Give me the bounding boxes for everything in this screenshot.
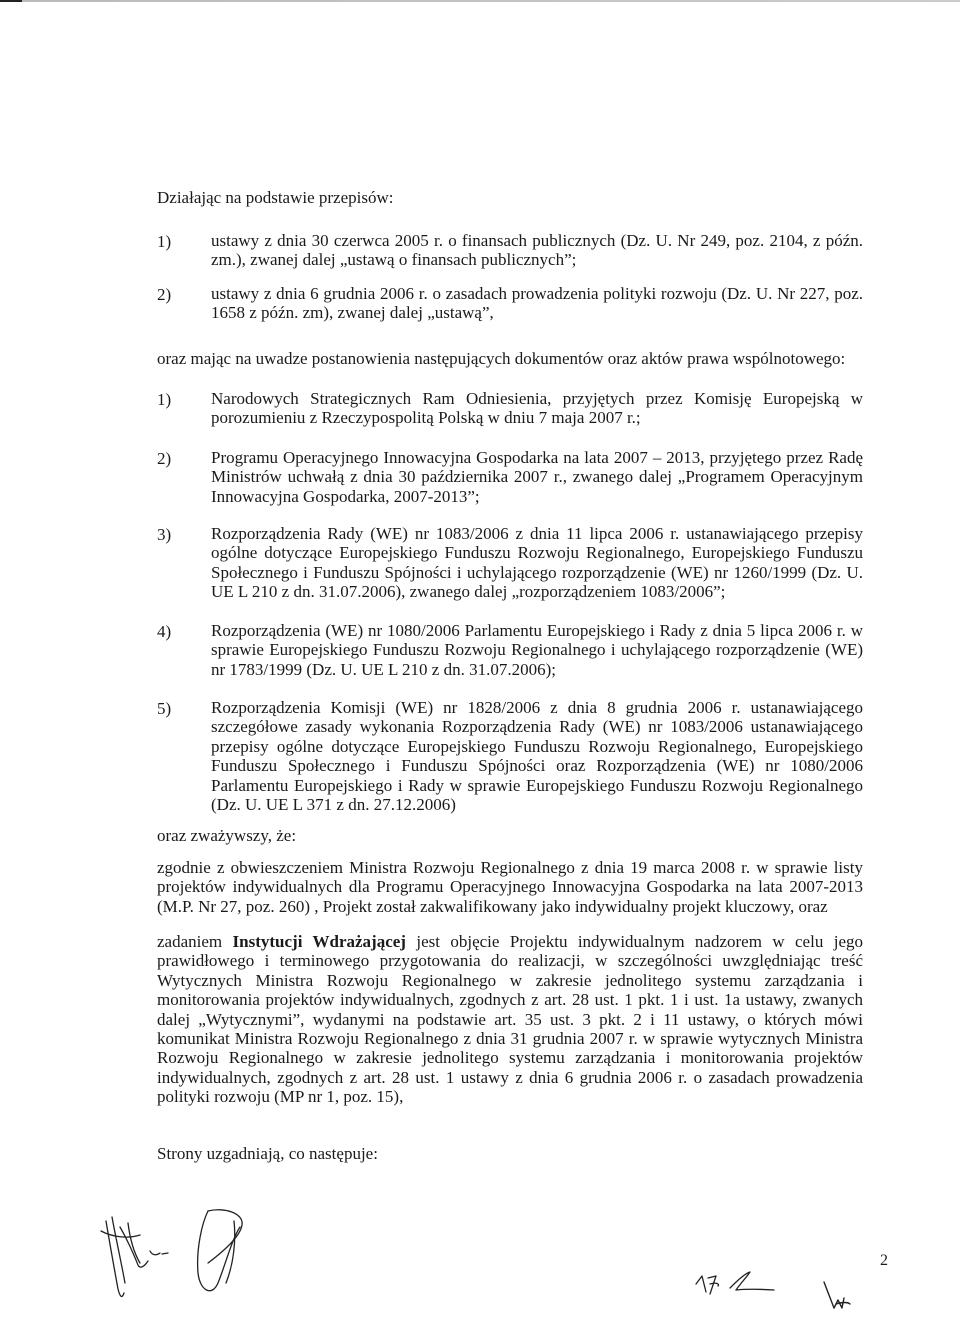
paragraph-instytucja-rest: jest objęcie Projektu indywidualnym nadzorem w celu jego prawidłowego i terminowego przygotowania do realizacji, w szczególności uwzględniając treść Wytycznych Ministra Rozwoju Regionalnego w zakresie jednolitego systemu zarządzania i monitorowania projektów indywidualnych, zgodnych z art. 28 ust. 1 pkt. 1 i ust. 1a ustawy, zwanych dalej „Wytycznymi”, wydanymi na podstawie art. 35 ust. 3 pkt. 2 i 11 ustawy, o których mówi komunikat Ministra Rozwoju Regionalnego z dnia 31 grudnia 2007 r. w sprawie wytycznych Ministra Rozwoju Regionalnego w zakresie jednolitego systemu zarządzania i monitorowania projektów indywidualnych, zgodnych z art. 28 ust. 1 ustawy z dnia 6 grudnia 2006 r. o zasadach prowadzenia polityki rozwoju (MP nr 1, poz. 15), [157,932,863,1107]
document-text: Rozporządzenia (WE) nr 1080/2006 Parlamentu Europejskiego i Rady z dnia 5 lipca 2006 r. w sprawie Europejskiego Funduszu Rozwoju Regionalnego i uchylającego rozporządzenie (WE) nr 1783/1999 (Dz. U. UE L 210 z dn. 31.07.2006); [211,621,863,679]
intro-line: Działając na podstawie przepisów: [157,188,394,207]
handwritten-initials-left [84,1205,264,1315]
act-number: 1) [157,232,172,251]
document-number: 2) [157,449,172,468]
act-text: ustawy z dnia 6 grudnia 2006 r. o zasadach prowadzenia polityki rozwoju (Dz. U. Nr 227, poz. 1658 z późn. zm), zwanej dalej „ustawą”, [211,284,863,323]
parties-line: Strony uzgadniają, co następuje: [157,1144,378,1163]
handwritten-mark-right [820,1278,870,1318]
paragraph-obwieszczenie: zgodnie z obwieszczeniem Ministra Rozwoju Regionalnego z dnia 19 marca 2008 r. w sprawie listy projektów indywidualnych dla Programu Operacyjnego Innowacyjna Gospodarka na lata 2007-2013 (M.P. Nr 27, poz. 260) , Projekt został zakwalifikowany jako indywidualny projekt kluczowy, oraz [157,858,863,916]
document-number: 3) [157,525,172,544]
document-number: 4) [157,622,172,641]
document-text: Programu Operacyjnego Innowacyjna Gospodarka na lata 2007 – 2013, przyjętego przez Radę Ministrów uchwałą z dnia 30 października 2007 r., zwanego dalej „Programem Operacyjnym Innowacyjna Gospodarka, 2007-2013”; [211,448,863,506]
instytucja-wdrazajaca-term: Instytucji Wdrażającej [232,932,406,951]
document-text: Rozporządzenia Rady (WE) nr 1083/2006 z dnia 11 lipca 2006 r. ustanawiającego przepisy ogólne dotyczące Europejskiego Funduszu Rozwoju Regionalnego, Europejskiego Funduszu Społecznego i Funduszu Spójności i uchylającego rozporządzenie (WE) nr 1260/1999 (Dz. U. UE L 210 z dn. 31.07.2006), zwanego dalej „rozporządzeniem 1083/2006”; [211,524,863,602]
document-text: Narodowych Strategicznych Ram Odniesienia, przyjętych przez Komisję Europejską w porozumieniu z Rzeczypospolitą Polską w dniu 7 maja 2007 r.; [211,389,863,428]
act-number: 2) [157,285,172,304]
considering-line: oraz mając na uwadze postanowienia następujących dokumentów oraz aktów prawa wspólnotowego: [157,349,846,368]
whereas-line: oraz zważywszy, że: [157,826,297,845]
document-number: 5) [157,699,172,718]
paragraph-instytucja [157,932,863,1107]
act-text: ustawy z dnia 30 czerwca 2005 r. o finansach publicznych (Dz. U. Nr 249, poz. 2104, z późn. zm.), zwanej dalej „ustawą o finansach publicznych”; [211,231,863,270]
scan-edge-line [0,0,960,2]
document-number: 1) [157,390,172,409]
document-text: Rozporządzenia Komisji (WE) nr 1828/2006 z dnia 8 grudnia 2006 r. ustanawiającego szczegółowe zasady wykonania Rozporządzenia Rady (WE) nr 1083/2006 ustanawiającego przepisy ogólne dotyczące Europejskiego Funduszu Rozwoju Regionalnego, Europejskiego Funduszu Społecznego i Funduszu Spójności oraz Rozporządzenia (WE) nr 1080/2006 Parlamentu Europejskiego i Rady w sprawie Europejskiego Funduszu Rozwoju Regionalnego (Dz. U. UE L 371 z dn. 27.12.2006) [211,698,863,815]
paragraph-instytucja-start: zadaniem [157,932,233,951]
handwritten-initials-bottom [690,1262,780,1302]
page-number: 2 [880,1252,888,1269]
